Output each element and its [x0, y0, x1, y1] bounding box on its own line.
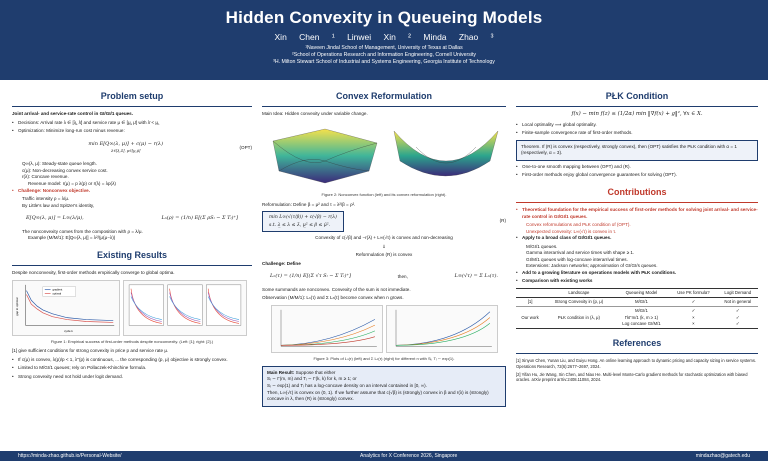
poster-title: Hidden Convexity in Queueing Models: [225, 8, 543, 27]
existing-bullet: • Strong convexity need not hold under logit demand.: [12, 374, 252, 381]
table-cell: M/GI/1 ΓkΓm/1 (k, m ≥ 1) Log concave GI/M/1: [613, 307, 669, 329]
y-axis-label: gap to optimal: [14, 297, 19, 316]
reformulation-equation: [262, 211, 506, 232]
spitzer-equation: [12, 212, 252, 225]
theorem-box: Theorem. If (R) is convex (respectively, strongly convex), then (OPT) satisfies the PŁK condition with α = 1 (respectively, α = 3).: [516, 140, 758, 161]
table-header: Logit Demand: [717, 289, 758, 298]
observation-text: Observation (M/M/1): Lₙ(τ) and Σ Lₙ(τ) become convex when n grows.: [262, 295, 404, 301]
main-result-c: Then, L∞(√τ) is convex on (0, 1). If we further assume that c(√β) is (strongly) convex in β and r(λ) is (strongly) concave in λ, then (R) is (strongly) convex.: [267, 389, 489, 402]
contribution-sub-item: Extensions: Jackson networks; approximation of GI/GI/s queues.: [526, 263, 658, 269]
linf-formula: L∞(√τ) = Σ Lₙ(τ).: [454, 273, 498, 280]
r-tag: (R): [499, 218, 506, 224]
main-result-a: Sᵢ ∼ Γ(m, m) and Tᵢ ∼ Γ(k, k) for k, m ≥ 1; or: [267, 376, 357, 382]
contribution-sub-item: Unexpected convexity: L∞(√τ) is convex in τ.: [526, 228, 617, 234]
def-service-cost: c(μ): Non-decreasing convex service cost.: [22, 167, 108, 173]
existing-text: [1] give sufficient conditions for strong convexity in price p and service rate μ.: [12, 348, 169, 354]
subplot: [206, 284, 241, 325]
challenge-bullet: • Challenge: Nonconvex objective.: [12, 188, 252, 195]
then-text: then,: [397, 273, 408, 279]
poster-header: [0, 0, 768, 80]
contribution-bullet: • Theoretical foundation for the empirical success of first-order methods for solving joint arrival- and service-rate control in GI/GI/1 queues.: [516, 207, 758, 220]
legend-label: optimal: [52, 292, 62, 296]
section-title-contributions: Contributions: [516, 184, 758, 203]
main-result-intro: Suppose that either: [295, 369, 336, 375]
problem-intro: Joint arrival- and service-rate control in GI/GI/1 queues.: [12, 111, 134, 117]
x-axis-label: cycle k: [64, 328, 73, 333]
nonconvex-text: The nonconvexity comes from the composition with ρ = λ/μ.: [22, 228, 143, 234]
plk-formula: f(x) − min f(z) ≤ (1/2α) min ‖∇f(x) + g‖², ∀x ∈ X.: [571, 111, 703, 118]
figure-2-convex-surface: [386, 121, 504, 189]
table-cell: ✓ × ×: [669, 307, 717, 329]
plk-bullet: • Local optimality ⟹ global optimality.: [516, 122, 758, 129]
reference-item: [1] Xinyun Chen, Yunan Liu, and Guiyu Hong. An online learning approach to dynamic pricing and capacity sizing in service systems. Operations Research, 72(6):2677–2697, 2024.: [516, 358, 757, 369]
table-cell: PŁK condition in (λ, μ): [544, 307, 613, 329]
table-row: [516, 307, 758, 329]
plk-bullet: • One-to-one smooth mapping between (OPT) and (R).: [516, 164, 758, 171]
objective-equation: [12, 138, 252, 159]
contribution-sub-item: M/GI/1 queues.: [526, 243, 558, 249]
author: Minda Zhao ³: [423, 32, 494, 42]
legend-label: gradient: [52, 288, 63, 292]
convexity-conclusion: Reformulation (R) is convex: [355, 252, 413, 258]
author: Linwei Xin ²: [347, 32, 411, 42]
contribution-sub: [526, 222, 758, 235]
opt-tag: (OPT): [239, 144, 252, 150]
figure-1-left-plot: [12, 280, 120, 336]
section-title-convex-reformulation: Convex Reformulation: [262, 88, 506, 107]
existing-bullet: • If c(μ) is convex, λ(p)/p < 1, λ''(p) is continuous, ... the corresponding (p, μ) objective is strongly convex.: [12, 357, 252, 364]
mm1-example: Example (M/M/1): E[Q∞(λ, μ)] = λ²/(μ(μ−λ)): [28, 235, 116, 241]
table-header: Queueing Model: [613, 289, 669, 298]
column-middle: [262, 88, 506, 407]
table-cell: Strong Convexity in (p, μ): [544, 298, 613, 307]
existing-intro: Despite nonconvexity, first-order methods empirically converge to global optima.: [12, 269, 175, 275]
table-cell: ✓ ✓ ✓: [717, 307, 758, 329]
figure-1: [12, 280, 252, 336]
contribution-sub-item: GI/M/1 queues with log-concave interarrival times.: [526, 256, 628, 262]
column-right: [516, 88, 758, 385]
contribution-sub: [526, 244, 758, 271]
table-cell: [1]: [516, 298, 544, 307]
figure-3-sum-plot: [386, 305, 498, 353]
figure-1-right-plots: [123, 280, 247, 336]
affiliation: ²School of Operations Research and Information Engineering, Cornell University: [292, 52, 476, 59]
plk-bullet: • Finite-sample convergence rate of first-order methods.: [516, 130, 758, 137]
column-left: [12, 88, 252, 382]
convexity-statement: Convexity of c(√β) and −r(λ) + L∞(√τ) is convex and non-decreasing: [315, 234, 453, 240]
table-row: [516, 298, 758, 307]
footer-email-link[interactable]: mindazhao@gatech.edu: [695, 453, 750, 459]
main-result-b: Sᵢ ∼ exp(1) and Tᵢ has a log-concave density on an interval contained in [0, ∞).: [267, 383, 427, 389]
challenge-details: [22, 196, 252, 209]
reformulation-definition: Reformulation: Define β = μ² and τ = λ²/β = ρ².: [262, 201, 356, 207]
comparison-table: [516, 288, 758, 329]
contribution-sub-item: Gamma interarrival and service times with shape ≥ 1.: [526, 250, 635, 256]
figure-3-ln-plot: [271, 305, 383, 353]
definitions-list: [22, 161, 252, 188]
affiliation: ³H. Milton Stewart School of Industrial and Systems Engineering, Georgia Institute of Technology: [273, 59, 495, 66]
revenue-model: Revenue model: r(μ) = p λ(p) or r(λ) = λp(λ): [28, 181, 116, 187]
nonconvex-details: [22, 229, 252, 242]
contribution-bullet: • Apply to a broad class of GI/GI/1 queues.: [516, 235, 758, 242]
poster-footer: [0, 451, 768, 461]
figure-2-caption: Figure 2: Nonconvex function (left) and its convex reformulation (right).: [321, 191, 447, 197]
figure-1-caption: Figure 1: Empirical success of first-order methods despite nonconvexity. (Left: [1]; right: [2].): [50, 338, 214, 344]
traffic-intensity: Traffic intensity ρ = λ/μ.: [22, 195, 70, 201]
spitzer-text: By Little's law and Spitzer's identity,: [22, 202, 95, 208]
objective-formula: min E[Q∞(λ, μ)] + c(μ) − r(λ) λ∈[λ̲,λ̄], μ∈[μ̲,μ̄]: [88, 140, 164, 153]
main-result-title: Main Result:: [267, 369, 295, 375]
subplot: [168, 284, 203, 325]
main-idea: Main Idea: Hidden convexity under variable change.: [262, 111, 368, 117]
decisions-bullet: • Decisions: Arrival rate λ ∈ [λ̲, λ̄] and service rate μ ∈ [μ̲, μ̄] with λ̄ < μ̲.: [12, 120, 252, 127]
contribution-bullet: • Comparison with existing works: [516, 278, 758, 285]
eq-right: Lₙ(ρ) = (1/n) E[(Σ ρSᵢ − Σ Tᵢ)⁺]: [161, 215, 238, 222]
contribution-bullet: • Add to a growing literature on operations models with PŁK conditions.: [516, 270, 758, 277]
reference-item: [2] Yifan Hu, Jie Wang, Xin Chen, and Niao He. Multi-level Monte-Carlo gradient methods for stochastic optimization with biased oracles. arXiv preprint arXiv:2408.11084, 2024.: [516, 371, 748, 383]
ln-definition: [262, 270, 506, 283]
table-header: Landscape: [544, 289, 613, 298]
footer-conference: Analytics for X Conference 2026, Singapore: [360, 453, 458, 459]
section-title-existing-results: Existing Results: [12, 247, 252, 266]
author-list: [0, 32, 768, 42]
def-queue-length: Q∞(λ, μ): Steady-state queue length.: [22, 161, 97, 167]
affiliations: [0, 45, 768, 66]
figure-3-caption: Figure 3: Plots of Lₙ(τ) (left) and Σ Lₙ(τ) (right) for different n with Sᵢ, Tᵢ ∼ exp(1).: [313, 356, 455, 362]
contribution-sub-item: Convex reformulations and PŁK condition of (OPT).: [526, 221, 631, 227]
table-header: Use PK formula?: [669, 289, 717, 298]
affiliation: ¹Naveen Jindal School of Management, University of Texas at Dallas: [305, 45, 463, 51]
reformulation-box: min L∞(√(τ/β)) + c(√β) − r(λ) s.t. λ̲ ≤ λ ≤ λ̄, μ̲² ≤ β ≤ μ̄².: [262, 211, 344, 232]
section-title-references: References: [516, 335, 758, 354]
summands-text: Some summands are nonconvex. Convexity of the sum is not immediate.: [262, 286, 411, 292]
existing-bullet: • Limited to M/GI/1 queues; rely on Pollaczek-Khinchine formula.: [12, 365, 252, 372]
optimization-bullet: • Optimization: Minimize long-run cost minus revenue:: [12, 128, 252, 135]
table-cell: M/GI/1: [613, 298, 669, 307]
footer-website-link[interactable]: https://minda-zhao.github.io/Personal-Website/: [18, 453, 122, 459]
table-header: [516, 289, 544, 298]
eq-left: E[Q∞(λ, μ)] = L∞(λ/μ),: [26, 215, 84, 222]
table-cell: Our work: [516, 307, 544, 329]
section-title-problem-setup: Problem setup: [12, 88, 252, 107]
table-header-row: [516, 289, 758, 298]
table-cell: ✓: [669, 298, 717, 307]
figure-3: [262, 305, 506, 353]
subplot: [129, 284, 164, 325]
ln-formula: Lₙ(τ) = (1/n) E[(Σ √τ Sᵢ − Σ Tᵢ)⁺]: [270, 273, 351, 280]
section-title-plk: PŁK Condition: [516, 88, 758, 107]
challenge-define: Challenge: Define: [262, 260, 301, 266]
plk-bullet: • First-order methods enjoy global convergence guarantees for solving (OPT).: [516, 172, 758, 179]
figure-2-nonconvex-surface: [265, 121, 383, 189]
references-list: [516, 358, 758, 383]
def-revenue: r(λ): Concave revenue.: [22, 174, 69, 180]
table-cell: Not in general: [717, 298, 758, 307]
main-result-box: [262, 366, 506, 407]
figure-2: [262, 121, 506, 189]
author: Xin Chen ¹: [274, 32, 335, 42]
implies-arrow: ⇓: [382, 243, 386, 249]
